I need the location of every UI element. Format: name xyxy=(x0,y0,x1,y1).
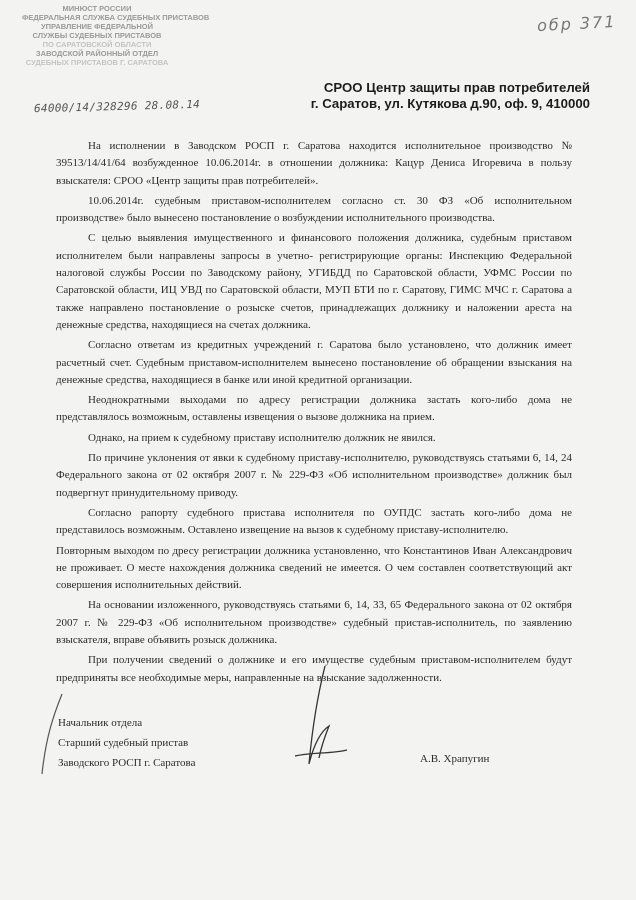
stamp-line: ПО САРАТОВСКОЙ ОБЛАСТИ xyxy=(42,40,152,49)
stamp-line: СУДЕБНЫХ ПРИСТАВОВ Г. САРАТОВА xyxy=(25,58,169,67)
paragraph: На основании изложенного, руководствуясь статьями 6, 14, 33, 65 Федерального закона от 02 октября 2007 г. № 229-ФЗ «Об исполнительном производстве» судебный пристав-исполнитель, по заявлению взыскателя, вправе объявить розыск должника. xyxy=(56,599,572,647)
signatory-title: Начальник отдела xyxy=(58,717,143,729)
letter-body xyxy=(56,138,572,687)
stamp-line: УПРАВЛЕНИЕ ФЕДЕРАЛЬНОЙ xyxy=(40,22,154,31)
signatory-title: Старший судебный пристав xyxy=(58,737,189,749)
paragraph: Однако, на прием к судебному приставу исполнителю должник не явился. xyxy=(88,431,436,444)
addressee-block xyxy=(300,80,590,112)
stamp-line: МИНЮСТ РОССИИ xyxy=(62,4,132,13)
paragraph: По причине уклонения от явки к судебному приставу-исполнителю, руководствуясь статьями 6, 14, 24 Федерального закона от 02 октября 2007 г. № 229-ФЗ «Об исполнительном производстве» должник был подвергнут принудительному приводу. xyxy=(56,452,572,499)
signatory-office: Заводского РОСП г. Саратова xyxy=(58,757,196,769)
handwritten-reference: 64000/14/328296 28.08.14 xyxy=(33,97,201,116)
paragraph: Неоднократными выходами по адресу регистрации должника застать кого-либо дома не представлялось возможным, оставлены извещения о вызове должника на прием. xyxy=(56,394,572,424)
signatory-block xyxy=(58,713,196,773)
paragraph: При получении сведений о должнике и его имуществе судебным приставом-исполнителем будут предприняты все необходимые меры, направленные на взыскание задолженности. xyxy=(56,654,572,684)
signature-scribble xyxy=(285,660,355,770)
paragraph: Повторным выходом по дресу регистрации должника установленно, что Константинов Иван Александрович не проживает. О месте нахождения должника сведений не имеется. О чем составлен соответствующий акт совершения исполнительных действий. xyxy=(56,544,572,592)
corner-handwritten-note: обр 371 xyxy=(536,11,617,36)
signatory-name: А.В. Храпугин xyxy=(420,753,490,765)
paragraph: На исполнении в Заводском РОСП г. Саратова находится исполнительное производство № 39513/14/41/64 возбужденное 10.06.2014г. в отношении должника: Кацур Дениса Игоревича в пользу взыскателя: СРОО «Центр защиты прав потребителей». xyxy=(56,140,572,187)
stamp-line: ФЕДЕРАЛЬНАЯ СЛУЖБА СУДЕБНЫХ ПРИСТАВОВ xyxy=(22,13,210,22)
paragraph: 10.06.2014г. судебным приставом-исполнителем согласно ст. 30 ФЗ «Об исполнительном производстве» было вынесено постановление о возбуждении исполнительного производства. xyxy=(56,194,572,225)
addressee-name: СРОО Центр защиты прав потребителей xyxy=(323,80,590,95)
addressee-address: г. Саратов, ул. Кутякова д.90, оф. 9, 410000 xyxy=(310,96,590,111)
paragraph: Согласно ответам из кредитных учреждений г. Саратова было установлено, что должник имеет расчетный счет. Судебным приставом-исполнителем вынесено постановление об обращении взыскания на денежные средства, находящиеся в банке или иной кредитной организации. xyxy=(56,339,572,386)
stamp-line: ЗАВОДСКОЙ РАЙОННЫЙ ОТДЕЛ xyxy=(35,49,159,58)
paragraph: С целью выявления имущественного и финансового положения должника, судебным приставом исполнителем были направлены запросы в учетно- регистрирующие органы: Инспекцию Федеральной налоговой службы России по Заводскому району, УГИБДД по Саратовской области, УФМС России по Саратовской области, ИЦ УВД по Саратовской области, МУП БТИ по г. Саратову, ГИМС МЧС г. Саратова а также направлено постановление о розыске счетов, принадлежащих должнику и наложении ареста на денежные средства, находящиеся на счетах должника. xyxy=(56,232,572,331)
official-stamp xyxy=(22,4,210,67)
stamp-line: СЛУЖБЫ СУДЕБНЫХ ПРИСТАВОВ xyxy=(32,31,162,40)
paragraph: Согласно рапорту судебного пристава исполнителя по ОУПДС застать кого-либо дома не представилось возможным. Оставлено извещение на вызов к судебному приставу-исполнителю. xyxy=(56,506,572,537)
